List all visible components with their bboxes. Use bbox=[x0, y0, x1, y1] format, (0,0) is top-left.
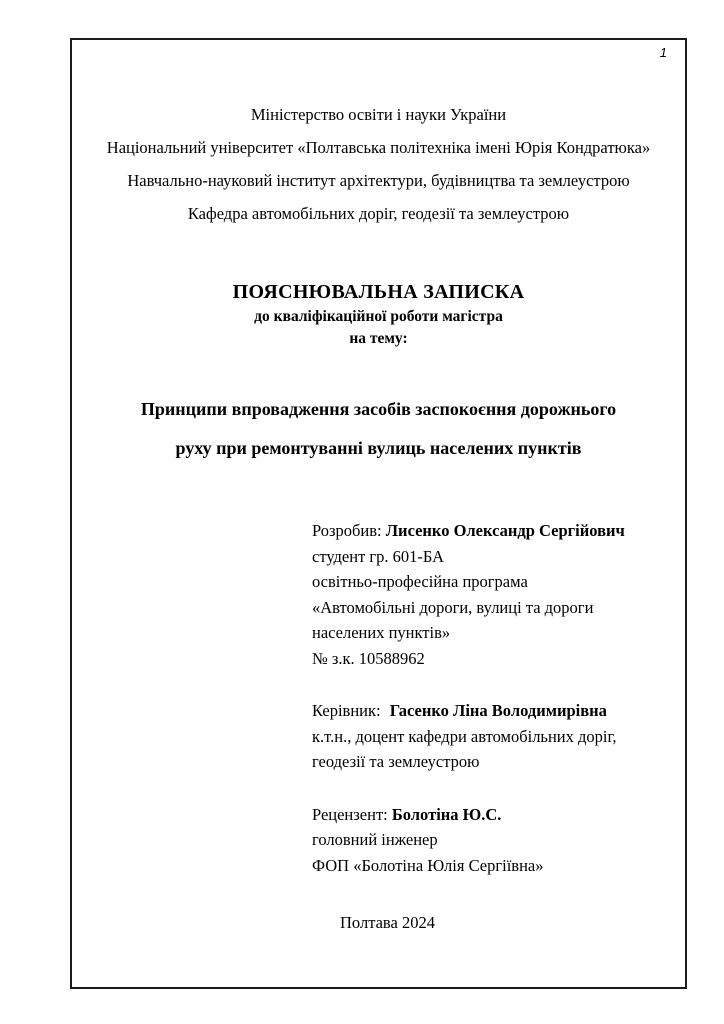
document-subtitle: до кваліфікаційної роботи магістра bbox=[254, 308, 503, 325]
developer-line bbox=[312, 518, 665, 544]
university-line: Національний університет «Полтавська політехніка імені Юрія Кондратюка» bbox=[106, 138, 651, 157]
institution-header bbox=[72, 98, 685, 230]
reviewer-group bbox=[312, 802, 665, 879]
supervisor-label: Керівник: bbox=[312, 701, 381, 720]
developer-detail-program-name-2: населених пунктів» bbox=[312, 623, 451, 642]
reviewer-name: Болотіна Ю.С. bbox=[391, 804, 502, 824]
city-year: Полтава 2024 bbox=[340, 913, 435, 932]
thesis-topic bbox=[72, 390, 685, 468]
page-number: 1 bbox=[659, 45, 667, 60]
developer-group bbox=[312, 518, 665, 671]
developer-detail-program-name-1: «Автомобільні дороги, вулиці та дороги bbox=[312, 597, 594, 617]
reviewer-label: Рецензент: bbox=[312, 804, 388, 824]
title-block bbox=[72, 278, 685, 350]
reviewer-detail-company: ФОП «Болотіна Юлія Сергіївна» bbox=[312, 855, 544, 875]
reviewer-line bbox=[312, 802, 665, 828]
page-border bbox=[70, 38, 687, 989]
developer-detail-record-number: № з.к. 10588962 bbox=[312, 648, 425, 668]
institute-line: Навчально-науковий інститут архітектури, будівництва та землеустрою bbox=[127, 171, 630, 190]
supervisor-line bbox=[312, 698, 665, 724]
developer-detail-program: освітньо-професійна програма bbox=[312, 572, 528, 591]
supervisor-detail-position-1: к.т.н., доцент кафедри автомобільних доріг, bbox=[312, 726, 617, 746]
topic-line-2: руху при ремонтуванні вулиць населених пунктів bbox=[175, 438, 582, 458]
supervisor-group bbox=[312, 698, 665, 775]
developer-detail-group: студент гр. 601-БА bbox=[312, 546, 445, 566]
developer-name: Лисенко Олександр Сергійович bbox=[385, 521, 625, 540]
document-title: ПОЯСНЮВАЛЬНА ЗАПИСКА bbox=[232, 281, 525, 303]
credits-block bbox=[72, 518, 685, 878]
reviewer-detail-position: головний інженер bbox=[312, 830, 438, 849]
topic-line-1: Принципи впровадження засобів заспокоєння дорожнього bbox=[140, 399, 617, 419]
department-line: Кафедра автомобільних доріг, геодезії та землеустрою bbox=[187, 204, 570, 223]
supervisor-detail-position-2: геодезії та землеустрою bbox=[312, 752, 480, 771]
ministry-line: Міністерство освіти і науки України bbox=[250, 105, 507, 124]
supervisor-name: Гасенко Ліна Володимирівна bbox=[389, 701, 607, 720]
topic-label: на тему: bbox=[349, 330, 408, 347]
developer-label: Розробив: bbox=[312, 521, 382, 540]
